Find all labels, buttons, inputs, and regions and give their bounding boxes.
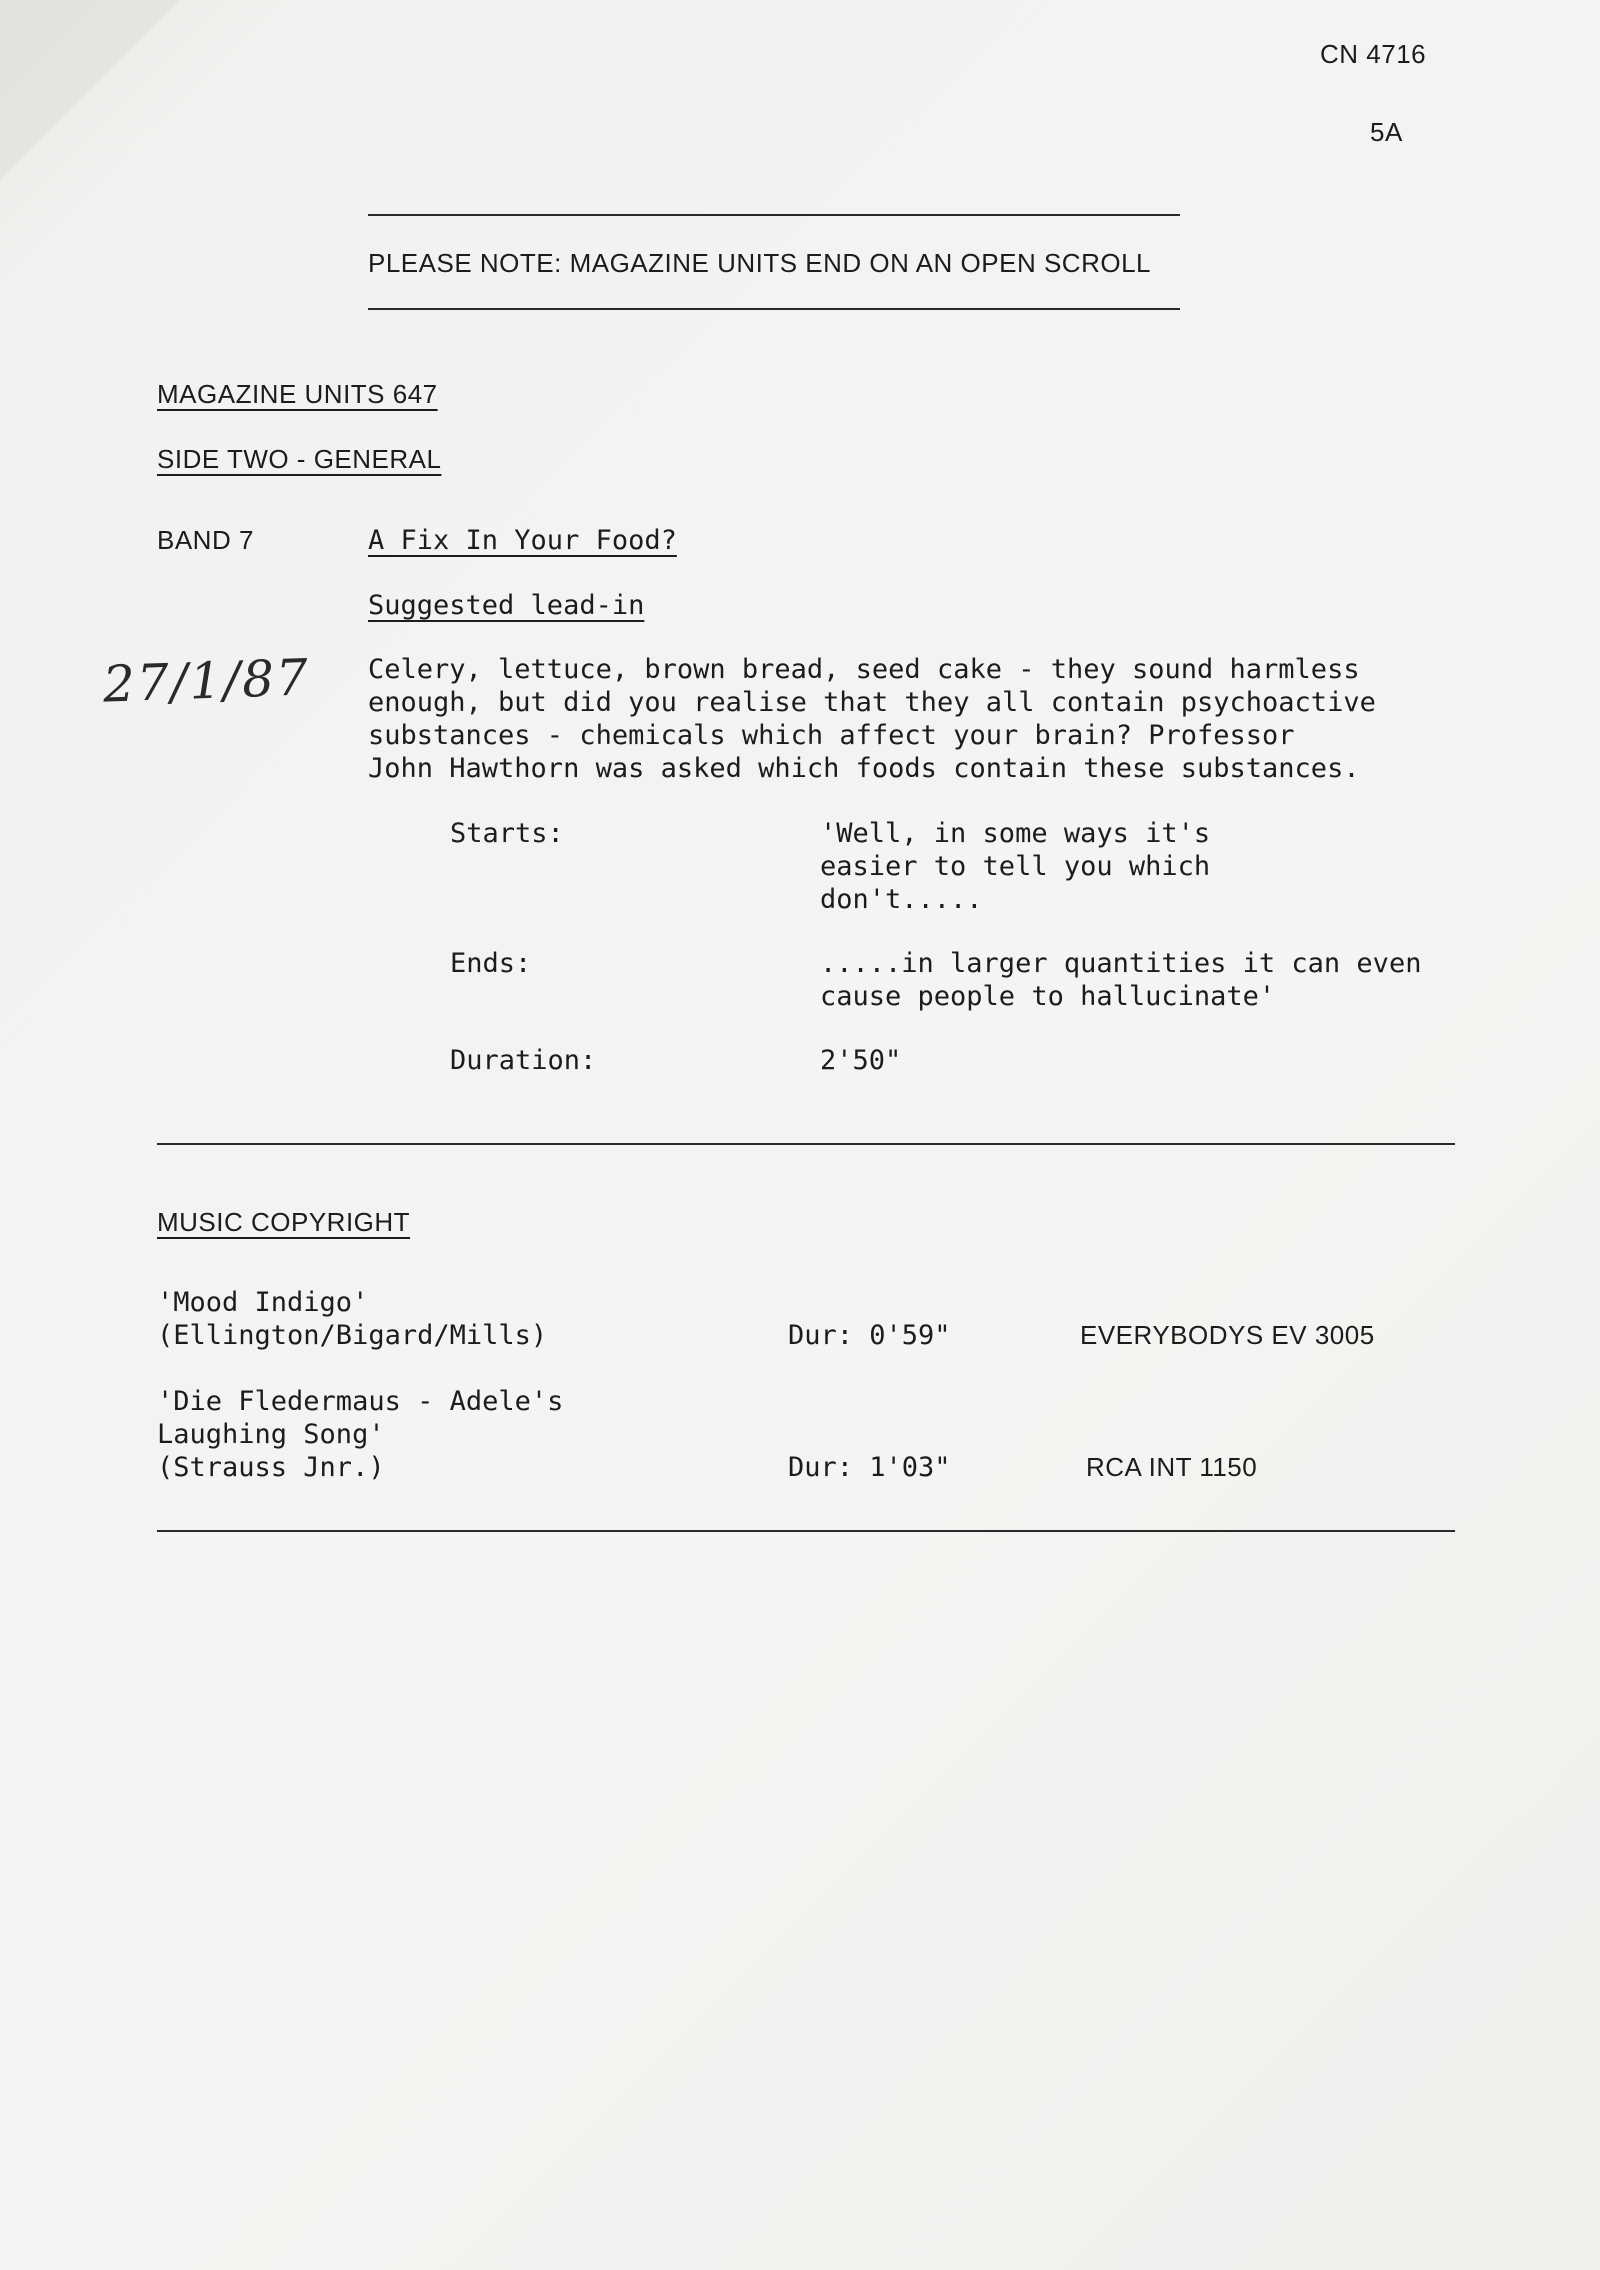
- side-label: SIDE TWO - GENERAL: [157, 444, 442, 474]
- rule-top-note: [368, 214, 1180, 216]
- handwritten-date: 27/1/87: [102, 648, 311, 714]
- rule-after-music: [157, 1530, 1455, 1532]
- lead-in-label: Suggested lead-in: [368, 590, 645, 621]
- ends-label: Ends:: [450, 948, 532, 979]
- starts-label: Starts:: [450, 818, 564, 849]
- rule-before-music: [157, 1143, 1455, 1145]
- starts-line-2: easier to tell you which: [820, 851, 1211, 882]
- starts-line-1: 'Well, in some ways it's: [820, 818, 1211, 849]
- starts-line-3: don't.....: [820, 884, 983, 915]
- music-item-1-duration: Dur: 0'59": [788, 1320, 951, 1351]
- folded-corner: [0, 0, 180, 180]
- note-text: PLEASE NOTE: MAGAZINE UNITS END ON AN OPEN SCROLL: [368, 248, 1151, 278]
- page-ref: 5A: [1370, 117, 1403, 147]
- ends-line-1: .....in larger quantities it can even: [820, 948, 1422, 979]
- rule-bottom-note: [368, 308, 1180, 310]
- music-item-1-composers: (Ellington/Bigard/Mills): [157, 1320, 548, 1351]
- music-item-2-duration: Dur: 1'03": [788, 1452, 951, 1483]
- music-item-1-title: 'Mood Indigo': [157, 1287, 369, 1318]
- lead-in-line-3: substances - chemicals which affect your brain? Professor: [368, 720, 1295, 751]
- doc-code: CN 4716: [1320, 39, 1427, 69]
- music-item-2-label: RCA INT 1150: [1086, 1452, 1258, 1482]
- band-title: A Fix In Your Food?: [368, 525, 677, 556]
- music-item-1-label: EVERYBODYS EV 3005: [1080, 1320, 1375, 1350]
- lead-in-line-4: John Hawthorn was asked which foods contain these substances.: [368, 753, 1360, 784]
- duration-label: Duration:: [450, 1045, 597, 1076]
- music-item-2-title: 'Die Fledermaus - Adele's: [157, 1386, 564, 1417]
- unit-title: MAGAZINE UNITS 647: [157, 379, 438, 409]
- duration-value: 2'50": [820, 1045, 902, 1076]
- music-item-2-composer: (Strauss Jnr.): [157, 1452, 385, 1483]
- lead-in-line-1: Celery, lettuce, brown bread, seed cake - they sound harmless: [368, 654, 1360, 685]
- lead-in-line-2: enough, but did you realise that they all contain psychoactive: [368, 687, 1376, 718]
- band-label: BAND 7: [157, 525, 254, 555]
- ends-line-2: cause people to hallucinate': [820, 981, 1276, 1012]
- music-heading: MUSIC COPYRIGHT: [157, 1207, 411, 1237]
- music-item-2-title-cont: Laughing Song': [157, 1419, 385, 1450]
